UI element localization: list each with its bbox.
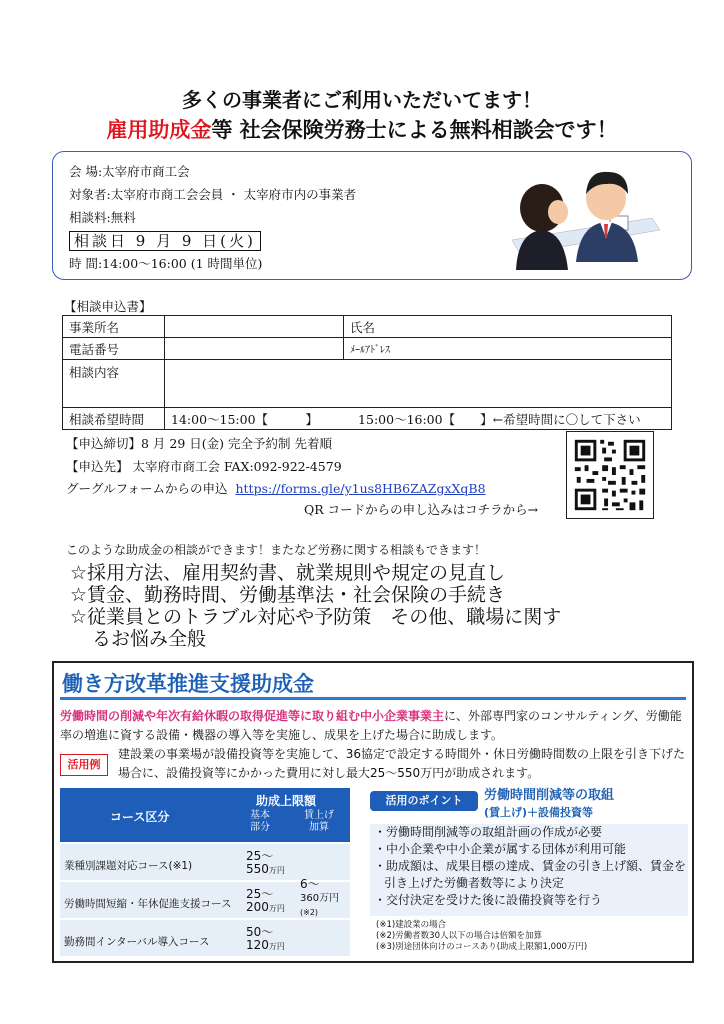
point-list: [370, 824, 688, 916]
topic-item-1: ☆採用方法、雇用契約書、就業規則や規定の見直し: [70, 562, 506, 584]
headline-line-2: [0, 114, 724, 144]
point-badge: 活用のポイント: [370, 791, 478, 811]
footnotes: [376, 920, 587, 953]
limit-header: 助成上限額: [256, 794, 317, 808]
topic-item-3: ☆従業員とのトラブル対応や予防策 その他、職場に関す: [70, 606, 562, 628]
course-header: コース区分: [110, 810, 170, 824]
topic-item-3-cont: るお悩み全般: [92, 628, 207, 650]
venue-text: 会 場:太宰府市商工会: [69, 164, 190, 179]
course-row: [60, 920, 350, 956]
content-field[interactable]: [165, 360, 672, 408]
destination-text: 【申込先】 太宰府市商工会 FAX:092-922-4579: [66, 459, 342, 474]
course-table-header: [60, 788, 350, 842]
list-item: ・助成額は、成果目標の達成、賃金の引き上げ額、賃金を引き上げた労働者数等により決定: [374, 859, 687, 890]
application-form-table: [62, 315, 672, 430]
google-form-link[interactable]: https://forms.gle/y1us8HB6ZAZgxXqB8: [235, 481, 486, 496]
list-item: ・中小企業や中小企業が属する団体が利用可能: [374, 842, 627, 856]
course-row: [60, 844, 350, 880]
phone-label: 電話番号: [63, 338, 165, 360]
slot-2[interactable]: 15:00～16:00【 】←希望時間に〇して下さい: [358, 411, 641, 427]
list-item: ・労働時間削減等の取組計画の作成が必要: [374, 825, 603, 839]
phone-field[interactable]: [165, 338, 344, 360]
subsidy-panel: [52, 661, 694, 963]
google-form-label: グーグルフォームからの申込: [66, 481, 228, 496]
fee-text: 相談料:無料: [69, 210, 136, 225]
name-label: 氏名: [344, 316, 417, 338]
topics-intro: このような助成金の相談ができます！またなど労務に関する相談もできます！: [66, 543, 487, 557]
list-item: ・交付決定を受けた後に設備投資等を行う: [374, 893, 603, 907]
description-highlight: 労働時間の削減や年次有給休暇の取得促進等に取り組む中小企業事業主: [60, 709, 445, 723]
preferred-time-label: 相談希望時間: [63, 408, 165, 430]
course-base-amount: 50～ 120万円: [246, 925, 285, 952]
course-name: 労働時間短縮・年休促進支援コース: [64, 898, 232, 910]
subsidy-description: [60, 707, 686, 745]
example-text: 建設業の事業場が設備投資等を実施して、36協定で設定する時間外・休日労働時間数の上限を引き下げた場合に、設備投資等にかかった費用に対し最大25～550万円が助成されます。: [118, 747, 686, 780]
email-label: ﾒｰﾙｱﾄﾞﾚｽ: [344, 338, 417, 360]
qr-note: QR コードからの申し込みはコチラから→: [304, 502, 539, 517]
form-title: 【相談申込書】: [64, 299, 152, 314]
content-label: 相談内容: [63, 360, 165, 408]
headline-rest: 等 社会保険労務士による無料相談会です！: [211, 118, 618, 142]
slot-1[interactable]: 14:00～15:00【 】: [171, 411, 319, 427]
business-name-label: 事業所名: [63, 316, 165, 338]
base-header: 基本 部分: [250, 810, 270, 833]
extra-amount: 6～ 360万円 (※2): [300, 877, 340, 917]
name-field[interactable]: [416, 316, 672, 338]
consult-date: 相談日 9 月 9 日(火): [69, 231, 261, 251]
google-form-line: [66, 479, 486, 497]
target-text: 対象者:太宰府市商工会会員 ・ 太宰府市内の事業者: [69, 187, 357, 202]
description-rest: に、外部専門家のコンサルティング、労働能率の増進に資する設備・機器の導入等を実施し、成果を上げた場合に助成します。: [60, 709, 682, 742]
example-tag: 活用例: [60, 754, 108, 776]
footnote: (※2)労働者数30人以下の場合は倍額を加算: [376, 931, 542, 941]
consultation-illustration: [502, 158, 662, 270]
course-name: 勤務間インターバル導入コース: [64, 936, 210, 948]
course-base-amount: 25～ 200万円: [246, 887, 285, 914]
deadline-text: 【申込締切】8 月 29 日(金) 完全予約制 先着順: [66, 436, 332, 451]
headline-highlight: 雇用助成金: [106, 118, 212, 142]
headline-line-1: 多くの事業者にご利用いただいてます！: [182, 88, 542, 112]
time-text: 時 間:14:00～16:00 (1 時間単位): [69, 256, 263, 271]
footnote: (※3)別途団体向けのコースあり(助成上限額1,000万円): [376, 942, 588, 952]
course-name: 業種別課題対応コース(※1): [64, 860, 193, 872]
point-title: 労働時間削減等の取組 (賃上げ)＋設備投資等: [484, 788, 615, 819]
business-name-field[interactable]: [165, 316, 344, 338]
course-base-amount: 25～ 550万円: [246, 849, 285, 876]
extra-header: 賃上げ 加算: [304, 810, 334, 833]
qr-code[interactable]: [566, 431, 654, 519]
title-rule: [60, 697, 686, 700]
email-field[interactable]: [416, 338, 672, 360]
footnote: (※1)建設業の場合: [376, 920, 447, 930]
topic-item-2: ☆賃金、勤務時間、労働基準法・社会保険の手続き: [70, 584, 506, 606]
preferred-time-field[interactable]: [165, 408, 672, 430]
subsidy-title: 働き方改革推進支援助成金: [62, 672, 314, 696]
